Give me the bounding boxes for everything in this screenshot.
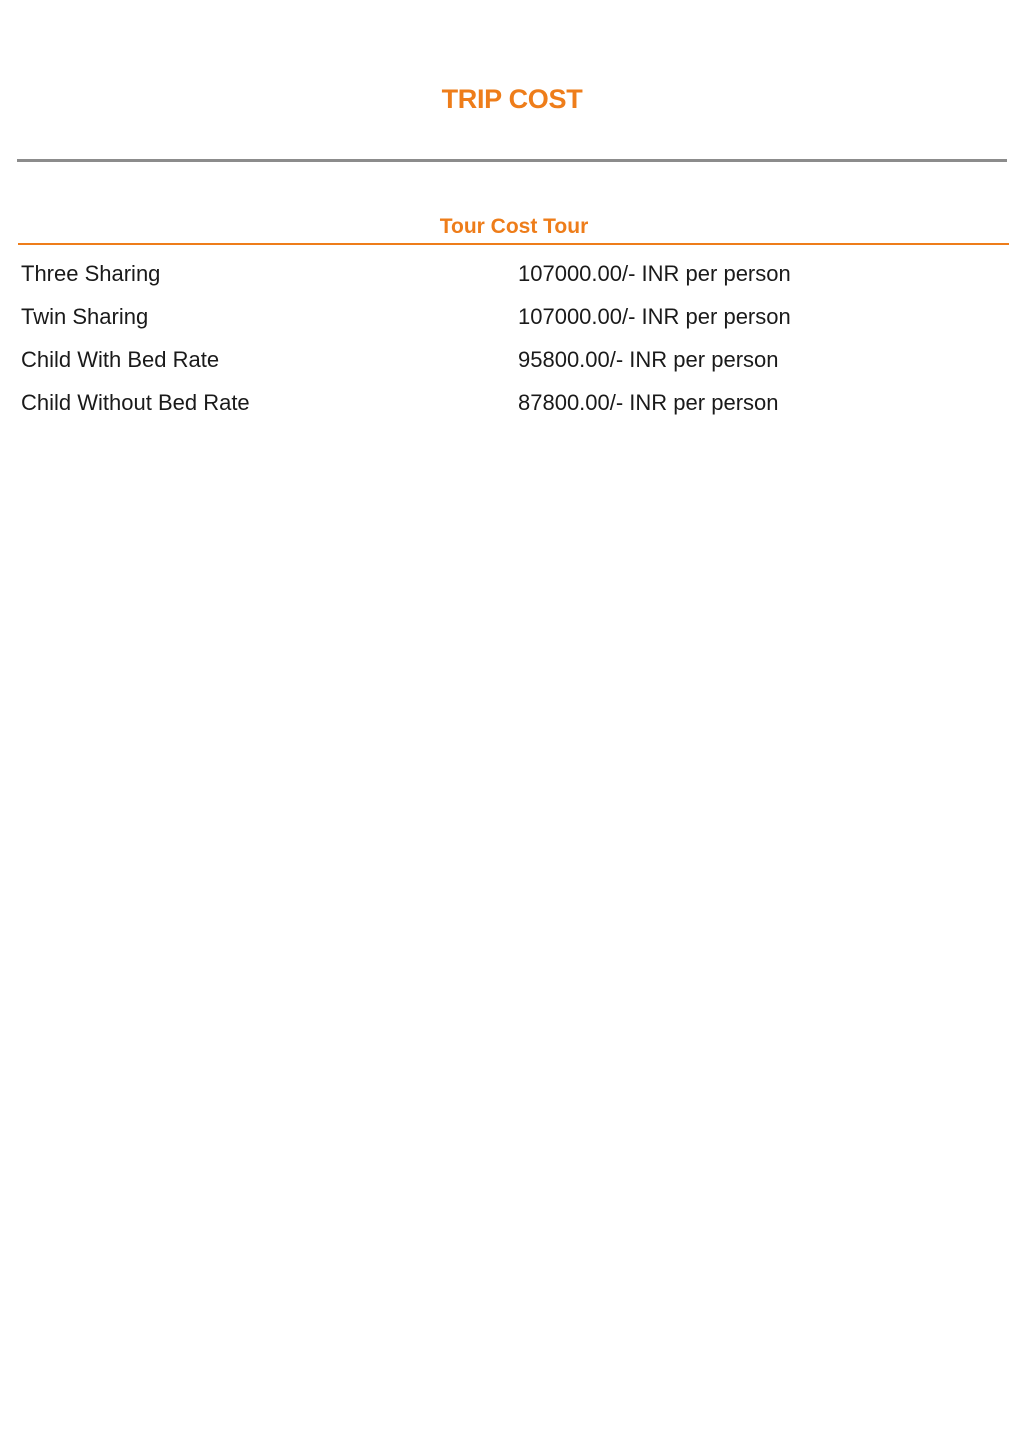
table-row [21,295,1001,338]
table-row [21,338,1001,381]
row-value: 95800.00/- INR per person [518,346,779,372]
row-label: Twin Sharing [21,303,149,329]
row-value: 107000.00/- INR per person [518,303,791,329]
page-title: TRIP COST [441,84,583,114]
cost-table [21,252,1001,424]
row-label: Child With Bed Rate [21,346,220,372]
row-value: 87800.00/- INR per person [518,389,779,415]
row-label: Three Sharing [21,260,161,286]
section-heading: Tour Cost Tour [439,215,589,238]
table-row [21,381,1001,424]
row-value: 107000.00/- INR per person [518,260,791,286]
row-label: Child Without Bed Rate [21,389,250,415]
section-divider [18,243,1009,245]
table-row [21,252,1001,295]
title-divider [17,159,1007,162]
